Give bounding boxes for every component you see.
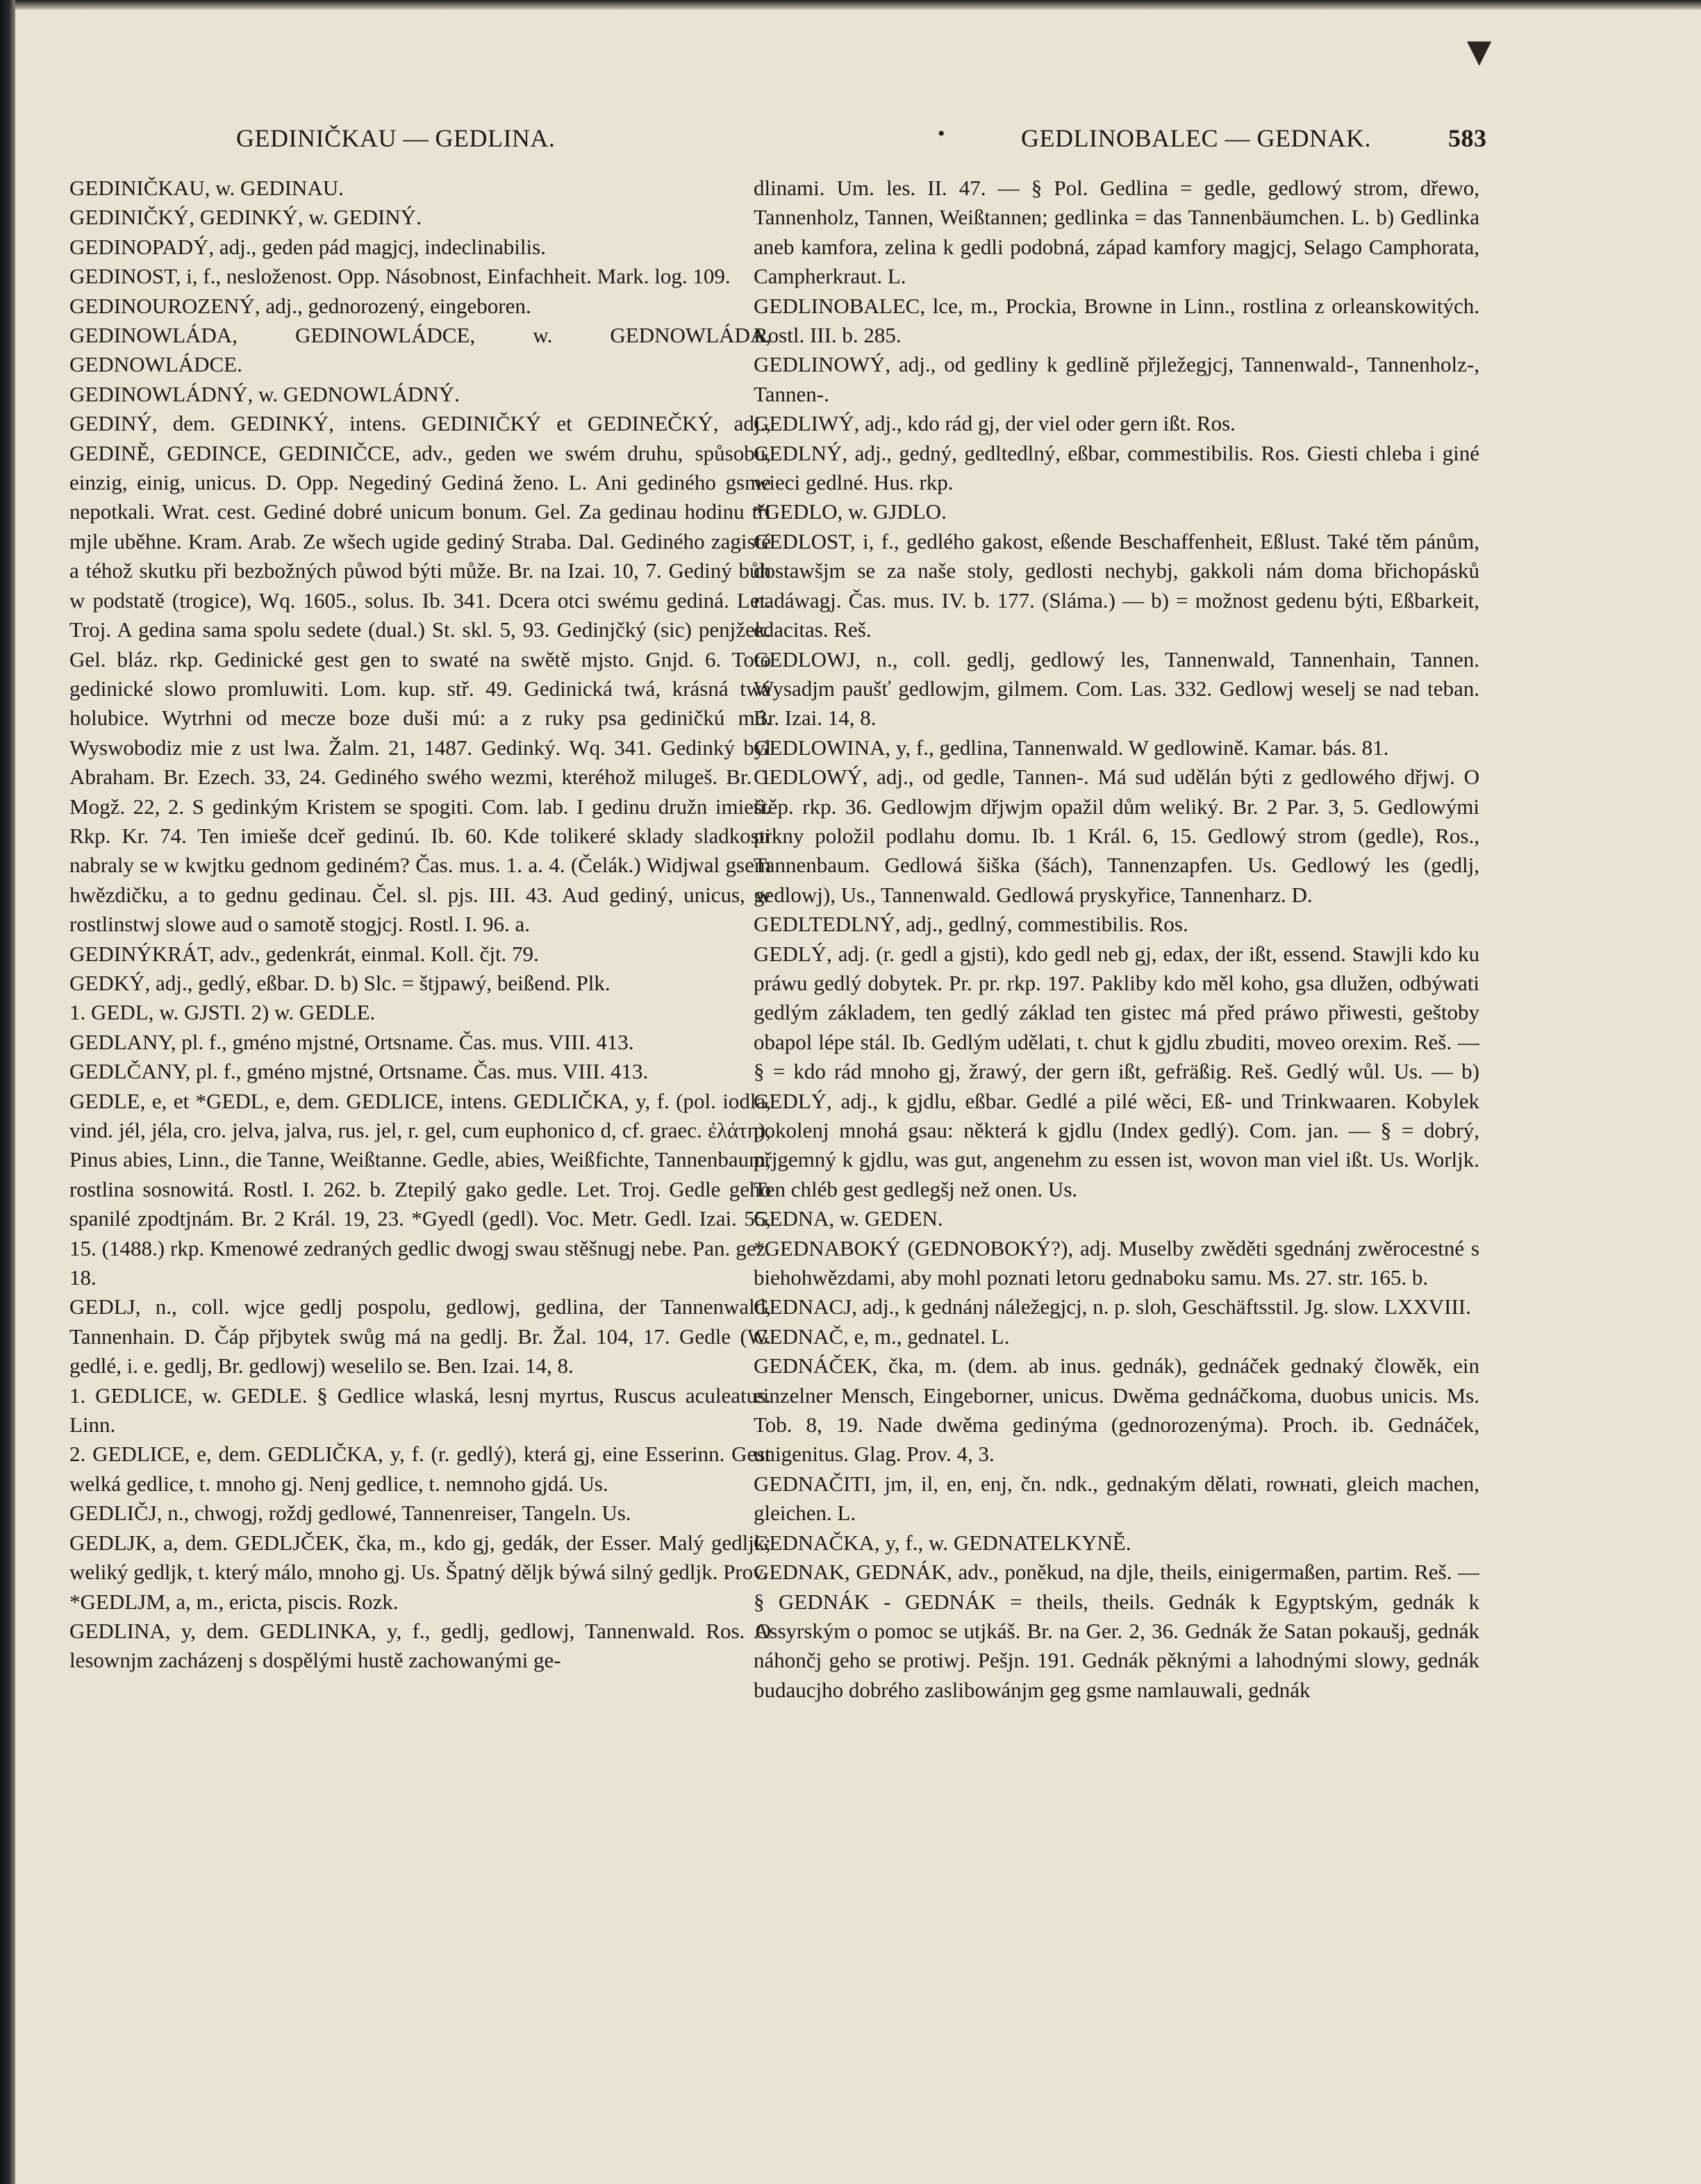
right-column [754,174,1479,1705]
dictionary-entry: GEDNAČITI, jm, il, en, enj, čn. ndk., gednakým dělati, rowнati, gleich machen, gleichen. L. [754,1471,1479,1526]
dictionary-entry: *GEDLO, w. GJDLO. [754,499,947,524]
dictionary-entry: 1. GEDL, w. GJSTI. 2) w. GEDLE. [69,1000,376,1025]
dictionary-entry: GEDLANY, pl. f., gméno mjstné, Ortsname. Čas. mus. VIII. 413. [69,1029,634,1054]
dictionary-entry: GEDLJK, a, dem. GEDLJČEK, čka, m., kdo gj, gedák, der Esser. Malý gedljk; weliký gedljk, t. který málo, mnoho gj. Us. Špatný děljk býwá silný gedljk. Prov. [69,1530,771,1585]
dictionary-entry: GEDLÝ, adj. (r. gedl a gjsti), kdo gedl neb gj, edax, der ißt, essend. Stawjli kdo ku práwu gedlý dobytek. Pr. pr. rkp. 197. Pakliby kdo měl koho, gsa dlužen, odbýwati gedlým základem, ten gedlý základ ten gistec má před práwo přiwesti, geštoby obapol lépe stál. Ib. Gedlým udělati, t. chut k gjdlu zbuditi, moveo orexim. Reš. — § = kdo rád mnoho gj, žrawý, der gern ißt, gefräßig. Reš. Gedlý wůl. Us. — b) GEDLÝ, adj., k gjdlu, eßbar. Gedlé a pilé wěci, Eß- und Trinkwaaren. Kobylek pokolenj mnohá gsau: některá k gjdlu (Index gedlý). Com. jan. — § = dobrý, přjgemný k gjdlu, was gut, angenehm zu essen ist, wovon man viel ißt. Us. Worljk. Ten chléb gest gedlegšj než onen. Us. [754,941,1479,1201]
dictionary-entry: GEDLČANY, pl. f., gméno mjstné, Ortsname. Čas. mus. VIII. 413. [69,1059,649,1084]
dictionary-entry: 1. GEDLICE, w. GEDLE. § Gedlice wlaská, lesnj myrtus, Ruscus aculeatus. Linn. [69,1383,771,1437]
dictionary-entry: GEDINOUROZENÝ, adj., gednorozený, eingeboren. [69,293,531,318]
dictionary-entry: GEDNACJ, adj., k gednánj náležegjcj, n. p. sloh, Geschäftsstil. Jg. slow. LXXVIII. [754,1294,1471,1319]
page-top-edge [0,0,1701,10]
dictionary-entry: GEDLIWÝ, adj., kdo rád gj, der viel oder gern ißt. Ros. [754,411,1236,436]
dictionary-entry: GEDINÝ, dem. GEDINKÝ, intens. GEDINIČKÝ et GEDINEČKÝ, adj., GEDINĚ, GEDINCE, GEDINIČCE, adv., geden we swém druhu, spůsobu, einzig, einig, unicus. D. Opp. Negediný Gediná ženo. L. Ani gediného gsme nepotkali. Wrat. cest. Gediné dobré unicum bonum. Gel. Za gedinau hodinu tři mjle uběhne. Kram. Arab. Ze wšech ugide gediný Straba. Dal. Gediného zagisté a téhož skutku při bezbožných půwod býti může. Br. na Izai. 10, 7. Gediný bůh w podstatě (trogice), Wq. 1605., solus. Ib. 341. Dcera otci swému gediná. Let. Troj. A gedina sama spolu sedete (dual.) St. skl. 5, 93. Gedinjčký (sic) penjžek. Gel. bláz. rkp. Gedinické gest gen to swaté na swětě mjsto. Gnjd. 6. Toto gedinické slowo promluwiti. Lom. kup. stř. 49. Gedinická twá, krásná twá holubice. Wytrhni od mecze boze duši mú: a z ruky psa gediničkú mú. Wyswobodiz mie z ust lwa. Žalm. 21, 1487. Gedinký. Wq. 341. Gedinký byl Abraham. Br. Ezech. 33, 24. Gediného swého wezmi, kteréhož milugeš. Br. 1 Mogž. 22, 2. S gedinkým Kristem se spogiti. Com. lab. I gedinu družn imieti. Rkp. Kr. 74. Ten imieše dceř gedinú. Ib. 60. Kde tolikeré sklady sladkosti nabraly se w kwjtku gednom gediném? Čas. mus. 1. a. 4. (Čelák.) Widjwal gsem hwězdičku, a to gednu gedinau. Čel. sl. pjs. III. 43. Aud gediný, unicus, w rostlinstwj slowe aud o samotě stogjcj. Rostl. I. 96. a. [69,411,771,937]
book-spine-shadow [0,0,15,2184]
dictionary-entry: *GEDNABOKÝ (GEDNOBOKÝ?), adj. Muselby zwěděti sgednánj zwěrocestné s biehohwězdami, aby mohl poznati letoru gednaboku samu. Ms. 27. str. 165. b. [754,1235,1479,1290]
dictionary-entry: GEDLOST, i, f., gedlého gakost, eßende Beschaffenheit, Eßlust. Také těm pánům, dostawšjm se za naše stoly, gedlosti nechybj, gakkoli nám doma břichopásků nadáwagj. Čas. mus. IV. b. 177. (Sláma.) — b) = možnost gedenu býti, Eßbarkeit, edacitas. Reš. [754,528,1479,642]
ink-smudge-icon: ▼ [1459,28,1500,74]
left-running-title: GEDINIČKAU — GEDLINA. [236,124,556,152]
dictionary-entry: GEDKÝ, adj., gedlý, eßbar. D. b) Slc. = štjpawý, beißend. Plk. [69,970,611,995]
dictionary-entry: GEDLE, e, et *GEDL, e, dem. GEDLICE, intens. GEDLIČKA, y, f. (pol. iodla, vind. jél, jéla, cro. jelva, jalva, rus. jel, r. gel, cum euphonico d, cf. graec. ἐλάτη), Pinus abies, Linn., die Tanne, Weißtanne. Gedle, abies, Weißfichte, Tannenbaum, rostlina sosnowitá. Rostl. I. 262. b. Ztepilý gako gedle. Let. Troj. Gedle geho spanilé zpodtjnám. Br. 2 Král. 19, 23. *Gyedl (gedl). Voc. Metr. Gedl. Izai. 55, 15. (1488.) rkp. Kmenowé zedraných gedlic dwogj swau stěšnugj nebe. Pan. gez. 18. [69,1088,771,1290]
dictionary-entry: dlinami. Um. les. II. 47. — § Pol. Gedlina = gedle, gedlowý strom, dřewo, Tannenholz, Tannen, Weißtannen; gedlinka = das Tannenbäumchen. L. b) Gedlinka aneb kamfora, zelina k gedli podobná, západ kamfory magjcj, Selago Camphorata, Campherkraut. L. [754,176,1479,289]
right-running-title: GEDLINOBALEC — GEDNAK. [1021,124,1371,152]
dictionary-entry: GEDLJ, n., coll. wjce gedlj pospolu, gedlowj, gedlina, der Tannenwald, Tannenhain. D. Čáp přjbytek swůg má na gedlj. Br. Žal. 104, 17. Gedle (W. gedlé, i. e. gedlj, Br. gedlowj) weselilo se. Ben. Izai. 14, 8. [69,1294,771,1378]
page-number: 583 [1448,124,1487,152]
dictionary-entry: GEDNAK, GEDNÁK, adv., poněkud, na djle, theils, einigermaßen, partim. Reš. — § GEDNÁK - GEDNÁK = theils, theils. Gednák k Egyptským, gednák k Assyrským o pomoc se utjkáš. Br. na Ger. 2, 36. Gednák že Satan pokaušj, gednák náhončj geho se protiwj. Pešjn. 191. Gednák pěknými a lahodnými slowy, gednák budaucjho dobrého zaslibowánjm geg gsme namlauwali, gednák [754,1560,1479,1702]
page-header [76,124,1486,158]
dictionary-entry: GEDINOPADÝ, adj., geden pád magjcj, indeclinabilis. [69,234,546,259]
dictionary-entry: *GEDLJM, a, m., ericta, piscis. Rozk. [69,1589,399,1614]
dictionary-entry: GEDLOWJ, n., coll. gedlj, gedlowý les, Tannenwald, Tannenhain, Tannen. Wysadjm paušť gedlowjm, gilmem. Com. Las. 332. Gedlowj weselj se nad teban. Br. Izai. 14, 8. [754,647,1479,731]
dictionary-entry: GEDINOWLÁDNÝ, w. GEDNOWLÁDNÝ. [69,381,460,406]
dictionary-entry: GEDLINOWÝ, adj., od gedliny k gedlině přjležegjcj, Tannenwald-, Tannenholz-, Tannen-. [754,352,1479,406]
dictionary-entry: 2. GEDLICE, e, dem. GEDLIČKA, y, f. (r. gedlý), která gj, eine Esserinn. Gest welká gedlice, t. mnoho gj. Nenj gedlice, t. nemnoho gjdá. Us. [69,1442,771,1496]
dictionary-entry: GEDLINA, y, dem. GEDLINKA, y, f., gedlj, gedlowj, Tannenwald. Ros. O lesownjm zacházenj s dospělými hustě zachowanými ge- [69,1618,771,1673]
dictionary-entry: GEDLINOBALEC, lce, m., Prockia, Browne in Linn., rostlina z orleanskowitých. Rostl. III. b. 285. [754,293,1479,348]
dictionary-entry: GEDINOST, i, f., nesloženost. Opp. Násobnost, Einfachheit. Mark. log. 109. [69,264,731,289]
dictionary-entry: GEDINOWLÁDA, GEDINOWLÁDCE, w. GEDNOWLÁDA, GEDNOWLÁDCE. [69,323,771,377]
dictionary-entry: GEDNAČ, e, m., gednatel. L. [754,1324,1010,1349]
dictionary-entry: GEDLTEDLNÝ, adj., gedlný, commestibilis. Ros. [754,912,1188,937]
left-column [69,174,771,1676]
dictionary-entry: GEDINÝKRÁT, adv., gedenkrát, einmal. Koll. čjt. 79. [69,941,539,966]
header-marker: • [938,122,946,145]
dictionary-entry: GEDINIČKAU, w. GEDINAU. [69,176,344,200]
dictionary-entry: GEDLOWÝ, adj., od gedle, Tannen-. Má sud udělán býti z gedlowého dřjwj. O štěp. rkp. 36. Gedlowjm dřjwjm opažil dům weliký. Br. 2 Par. 3, 5. Gedlowými prkny položil podlahu domu. Ib. 1 Král. 6, 15. Gedlowý strom (gedle), Ros., Tannenbaum. Gedlowá šiška (šách), Tannenzapfen. Us. Gedlowý les (gedlj, gedlowj), Us., Tannenwald. Gedlowá pryskyřice, Tannenharz. D. [754,765,1479,907]
dictionary-entry: GEDNÁČEK, čka, m. (dem. ab inus. gednák), gednáček gednaký člowěk, ein einzelner Mensch, Eingeborner, unicus. Dwěma gednáčkoma, duobus unicis. Ms. Tob. 8, 19. Nade dwěma gedinýma (gednorozenýma). Proch. ib. Gednáček, unigenitus. Glag. Prov. 4, 3. [754,1353,1479,1467]
dictionary-entry: GEDLOWINA, y, f., gedlina, Tannenwald. W gedlowině. Kamar. bás. 81. [754,735,1389,760]
dictionary-entry: GEDLNÝ, adj., gedný, gedltedlný, eßbar, commestibilis. Ros. Giesti chleba i giné wieci gedlné. Hus. rkp. [754,440,1479,495]
dictionary-entry: GEDNA, w. GEDEN. [754,1206,943,1231]
dictionary-entry: GEDINIČKÝ, GEDINKÝ, w. GEDINÝ. [69,205,422,230]
dictionary-entry: GEDLIČJ, n., chwogj, roždj gedlowé, Tannenreiser, Tangeln. Us. [69,1501,631,1526]
dictionary-entry: GEDNAČKA, y, f., w. GEDNATELKYNĚ. [754,1530,1131,1555]
